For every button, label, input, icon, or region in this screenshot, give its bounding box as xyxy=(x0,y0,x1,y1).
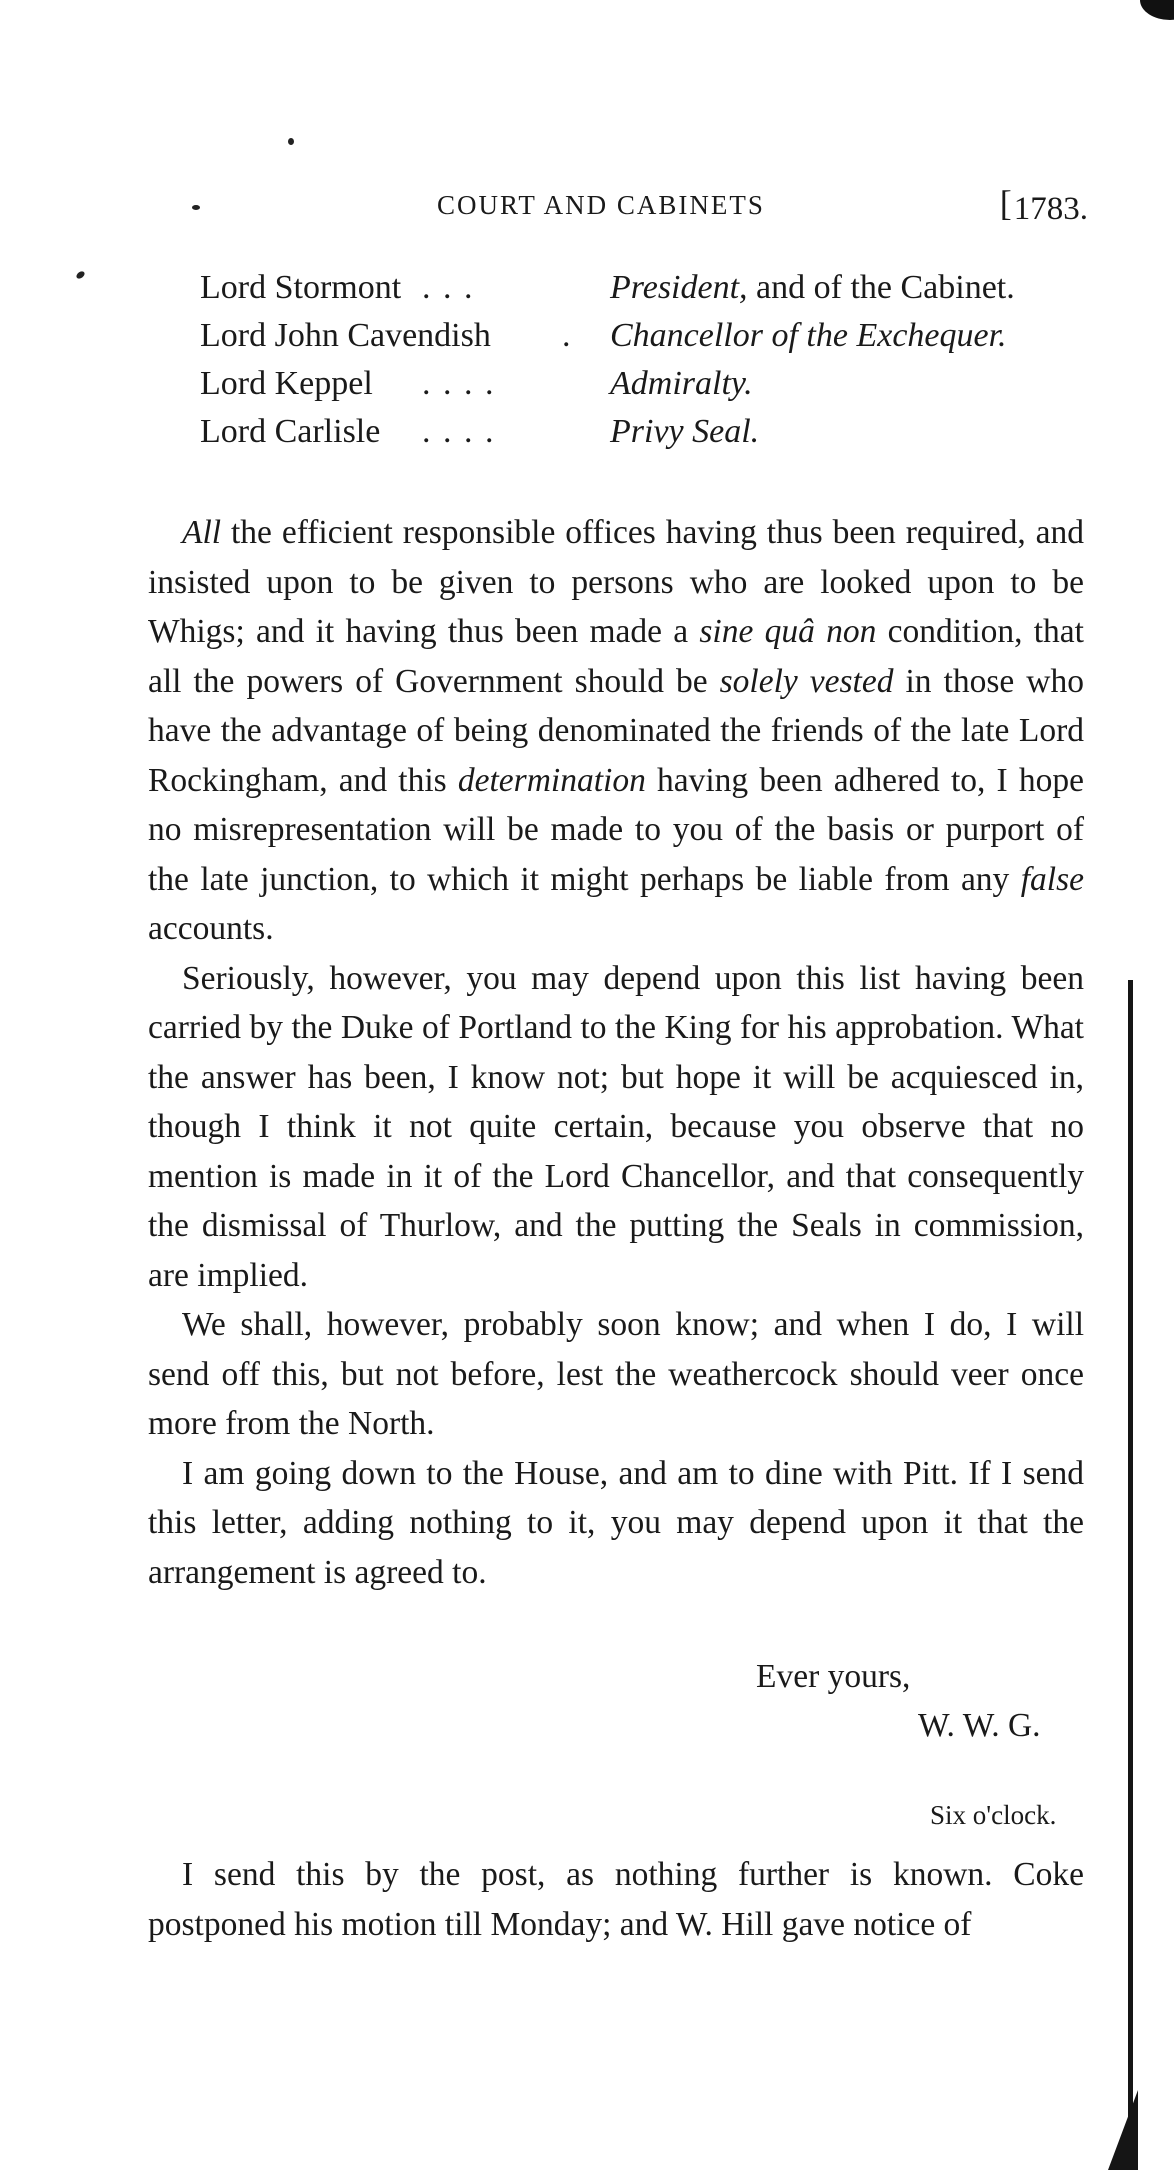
office-italic: President, xyxy=(610,269,748,306)
cabinet-member-name: Lord Stormont xyxy=(200,269,402,306)
text-run: condition, that all the powers of Government should be xyxy=(148,613,1084,700)
paragraph: Seriously, however, you may depend upon this list having been carried by the Duke of Portland to the King for his approbation. What the answer has been, I know not; but hope it will be acquiesced in, though I think it not quite certain, because you observe that no mention is made in it of the Lord Chancellor, and that consequently the dismissal of Thurlow, and the putting the Seals in commission, are implied. xyxy=(148,959,1084,1294)
text-run: having been adhered to, I hope no misrepresentation will be made to you of the basis or purport of the late junction, to which it might perhaps be liable from any xyxy=(148,761,1085,898)
postscript xyxy=(148,1850,1084,1949)
valediction: Ever yours, xyxy=(756,1658,911,1695)
cabinet-member-name: Lord Keppel xyxy=(200,365,373,402)
leader-dots: . . . . xyxy=(422,413,496,450)
running-head-year: [ 1783. xyxy=(1000,186,1088,228)
cabinet-row xyxy=(200,360,1100,408)
cabinet-office xyxy=(610,312,1007,360)
office-rest: and of the Cabinet. xyxy=(747,269,1015,306)
cabinet-member-name: Lord John Cavendish xyxy=(200,317,491,354)
leader-dots: . . . . xyxy=(422,365,496,402)
leader-dots: . xyxy=(562,317,573,354)
running-head xyxy=(0,190,1174,230)
office-italic: Admiralty. xyxy=(610,365,753,402)
cabinet-office xyxy=(610,408,759,456)
time-note: Six o'clock. xyxy=(930,1800,1057,1830)
emphasis: sine quâ non xyxy=(699,613,877,650)
office-italic: Privy Seal. xyxy=(610,413,760,450)
text-run: in those who have the advantage of being denominated the friends of the late Lord Rockingham, and this xyxy=(148,662,1085,799)
running-head-title: COURT AND CABINETS xyxy=(437,190,765,220)
scan-speck xyxy=(75,270,86,280)
emphasis: false xyxy=(1020,860,1084,898)
scan-foot-shadow xyxy=(1108,2090,1138,2170)
cabinet-member-name: Lord Carlisle xyxy=(200,413,381,450)
scan-binding-edge xyxy=(1128,980,1133,2164)
cabinet-office xyxy=(610,360,753,408)
emphasis: solely vested xyxy=(719,662,894,700)
text-run: accounts. xyxy=(148,910,274,947)
cabinet-office xyxy=(610,264,1015,312)
scan-corner-shadow xyxy=(1140,0,1174,20)
scan-speck xyxy=(288,138,294,145)
paragraph xyxy=(148,508,1084,954)
signature: W. W. G. xyxy=(918,1707,1041,1744)
office-italic: Chancellor of the Exchequer. xyxy=(610,317,1007,354)
paragraph: We shall, however, probably soon know; and when I do, I will send off this, but not before, lest the weathercock should veer once more from the North. xyxy=(148,1306,1084,1442)
leader-dots: . . . xyxy=(422,269,475,306)
cabinet-row xyxy=(200,408,1100,456)
cabinet-list xyxy=(200,264,1100,456)
cabinet-row xyxy=(200,264,1100,312)
text-run: the efficient responsible offices having thus been required, and insisted upon to be given to persons who are looked upon to be Whigs; and it having thus been made a xyxy=(148,514,1084,650)
paragraph: I am going down to the House, and am to dine with Pitt. If I send this letter, adding nothing to it, you may depend upon it that the arrangement is agreed to. xyxy=(148,1454,1084,1591)
cabinet-row xyxy=(200,312,1100,360)
emphasis: determination xyxy=(457,761,646,799)
letter-body xyxy=(148,508,1084,1597)
emphasis: All xyxy=(182,514,222,551)
paragraph: I send this by the post, as nothing further is known. Coke postponed his motion till Monday; and W. Hill gave notice of xyxy=(148,1856,1084,1943)
